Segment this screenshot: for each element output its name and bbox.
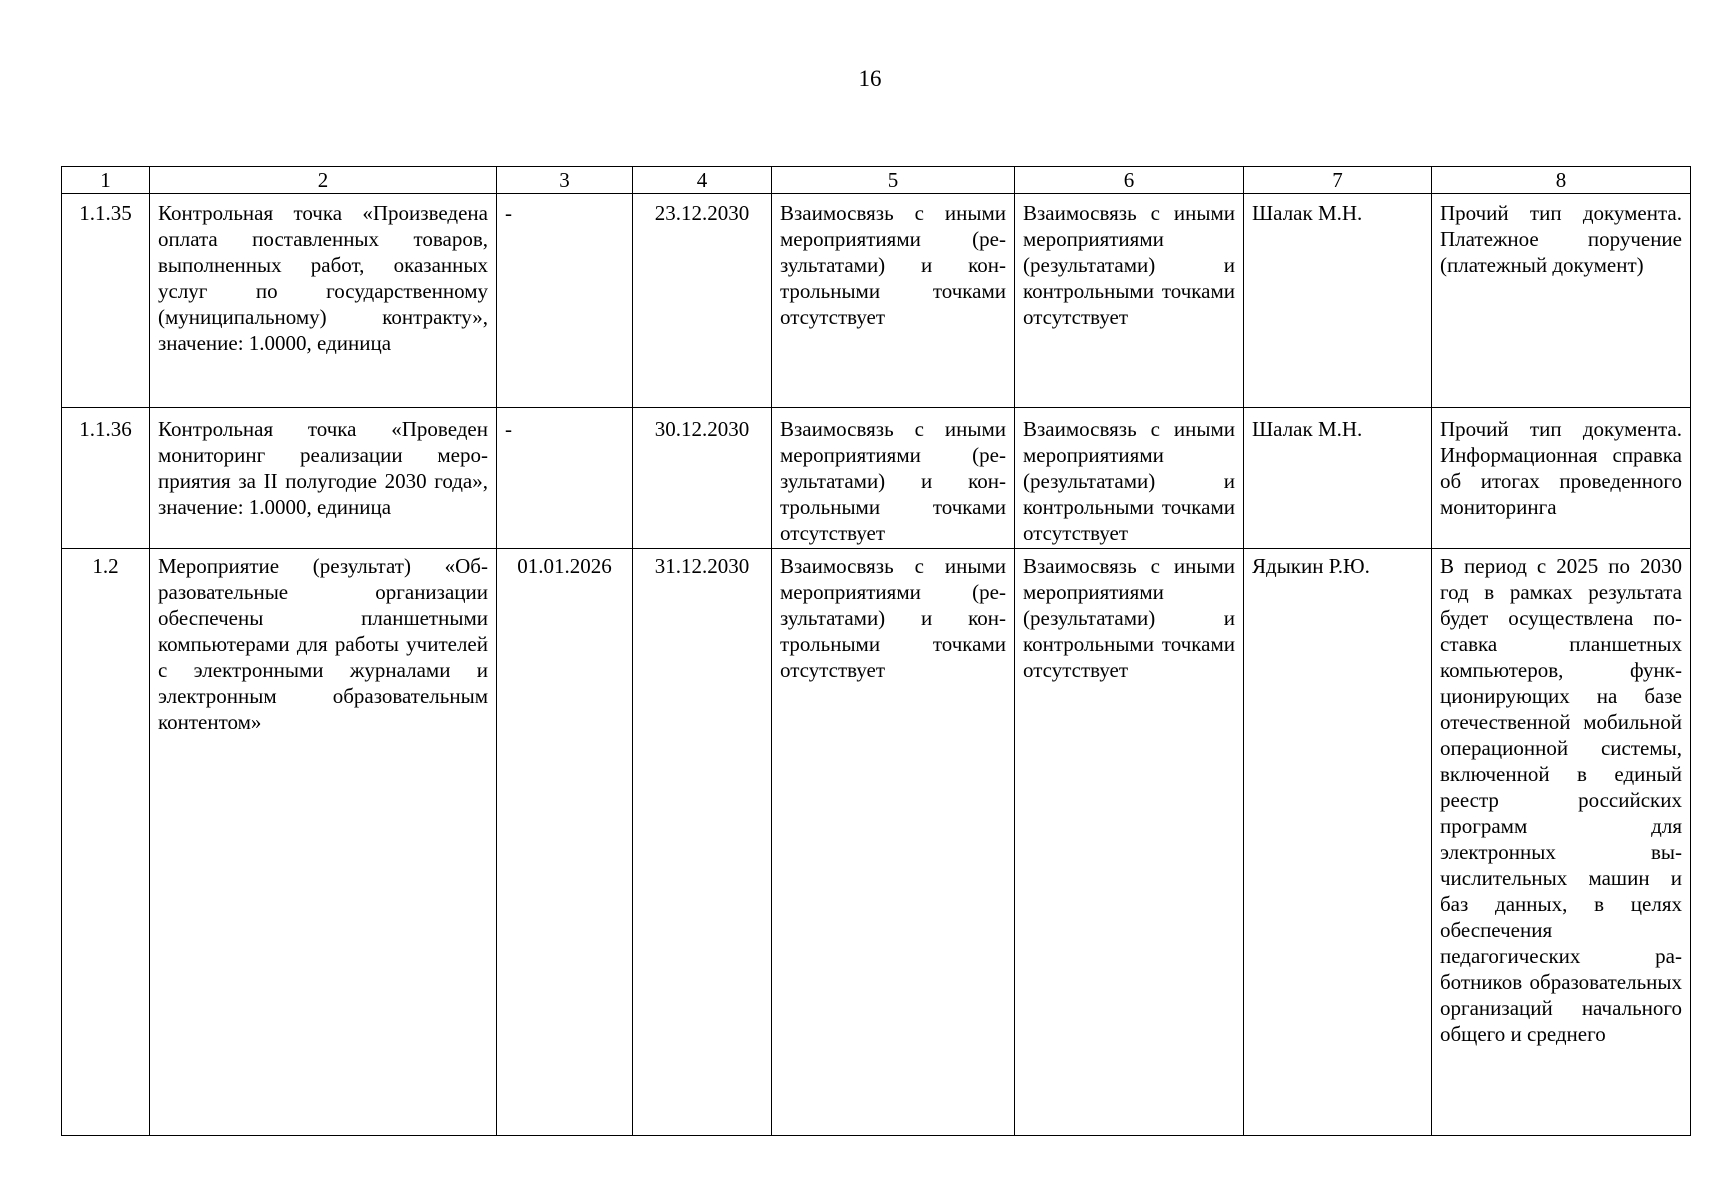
row-number-cell: 1.1.35 bbox=[62, 194, 150, 408]
row-number-cell: 1.2 bbox=[62, 549, 150, 1136]
start-date-cell: 01.01.2026 bbox=[497, 549, 633, 1136]
column-header: 5 bbox=[772, 167, 1015, 194]
column-header: 3 bbox=[497, 167, 633, 194]
column-header: 4 bbox=[633, 167, 772, 194]
responsible-cell: Ядыкин Р.Ю. bbox=[1244, 549, 1432, 1136]
table-row bbox=[62, 194, 1691, 408]
relation-results-cell: Взаимосвязь с иными мероприятиями (результатами) и контрольными точками отсутствует bbox=[772, 549, 1015, 1136]
plan-table bbox=[61, 166, 1691, 1136]
page-number: 16 bbox=[858, 66, 882, 91]
relation-checkpoints-cell: Взаимосвязь с иными мероприятиями (результатами) и контрольными точками отсутствует bbox=[1015, 408, 1244, 549]
responsible-cell: Шалак М.Н. bbox=[1244, 408, 1432, 549]
relation-results-cell: Взаимосвязь с иными мероприятиями (результатами) и контрольными точками отсутствует bbox=[772, 194, 1015, 408]
header-row bbox=[62, 167, 1691, 194]
column-header: 8 bbox=[1432, 167, 1691, 194]
document-type-cell: Прочий тип документа. Информационная справка об итогах проведенного мониторинга bbox=[1432, 408, 1691, 549]
relation-checkpoints-cell: Взаимосвязь с иными мероприятиями (результатами) и контрольными точками отсутствует bbox=[1015, 194, 1244, 408]
start-date-cell: - bbox=[497, 194, 633, 408]
row-number-cell: 1.1.36 bbox=[62, 408, 150, 549]
table-row bbox=[62, 408, 1691, 549]
column-header: 2 bbox=[150, 167, 497, 194]
table-row bbox=[62, 549, 1691, 1136]
end-date-cell: 30.12.2030 bbox=[633, 408, 772, 549]
document-type-cell: В период с 2025 по 2030 год в рамках результата будет осуществлена поставка планшетных компьютеров, функционирующих на базе отечественной мобильной операционной системы, включенной в единый реестр российских программ для электронных вычислительных машин и баз данных, в целях обеспечения педагогических работников образовательных организаций начального общего и среднего bbox=[1432, 549, 1691, 1136]
end-date-cell: 31.12.2030 bbox=[633, 549, 772, 1136]
relation-results-cell: Взаимосвязь с иными мероприятиями (результатами) и контрольными точками отсутствует bbox=[772, 408, 1015, 549]
end-date-cell: 23.12.2030 bbox=[633, 194, 772, 408]
row-name-cell: Контрольная точка «Произведена оплата поставленных товаров, выполненных работ, оказанных услуг по государственному (муниципальному) контракту», значение: 1.0000, единица bbox=[150, 194, 497, 408]
column-header: 7 bbox=[1244, 167, 1432, 194]
document-type-cell: Прочий тип документа. Платежное поручение (платежный документ) bbox=[1432, 194, 1691, 408]
column-header: 1 bbox=[62, 167, 150, 194]
row-name-cell: Контрольная точка «Проведен мониторинг реализации мероприятия за II полугодие 2030 года», значение: 1.0000, единица bbox=[150, 408, 497, 549]
start-date-cell: - bbox=[497, 408, 633, 549]
responsible-cell: Шалак М.Н. bbox=[1244, 194, 1432, 408]
column-header: 6 bbox=[1015, 167, 1244, 194]
row-name-cell: Мероприятие (результат) «Образовательные организации обеспечены планшетными компьютерами для работы учителей с электронными журналами и электронным образовательным контентом» bbox=[150, 549, 497, 1136]
relation-checkpoints-cell: Взаимосвязь с иными мероприятиями (результатами) и контрольными точками отсутствует bbox=[1015, 549, 1244, 1136]
